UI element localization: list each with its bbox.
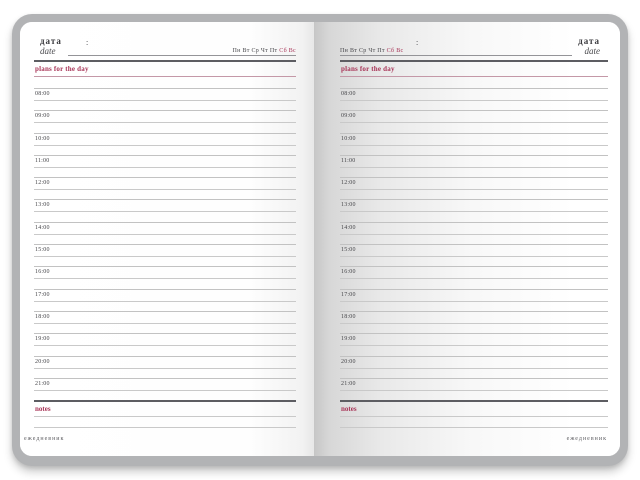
- ruled-line: [34, 189, 296, 190]
- hour-row: [34, 333, 296, 355]
- notes-section: [34, 400, 296, 452]
- hour-time-label: 13:00: [341, 202, 356, 209]
- date-separator: :: [86, 38, 89, 47]
- hour-time-label: 09:00: [341, 113, 356, 120]
- hour-time-label: 12:00: [35, 180, 50, 187]
- date-label-ru: дата: [40, 36, 62, 46]
- ruled-line: [34, 256, 296, 257]
- hour-row: [34, 222, 296, 244]
- hour-time-label: 17:00: [35, 291, 50, 298]
- hour-time-label: 19:00: [341, 336, 356, 343]
- hour-row: [340, 378, 608, 400]
- ruled-line: [340, 189, 608, 190]
- brand-footer: ежедневник: [24, 436, 65, 442]
- brand-footer: ежедневник: [566, 436, 607, 442]
- hour-time-label: 14:00: [35, 224, 50, 231]
- hour-time-label: 19:00: [35, 336, 50, 343]
- ruled-line: [340, 167, 608, 168]
- hour-time-label: 17:00: [341, 291, 356, 298]
- plans-label: plans for the day: [35, 65, 89, 73]
- hour-row: [340, 356, 608, 378]
- hour-row: [340, 289, 608, 311]
- ruled-line: [340, 323, 608, 324]
- hour-time-label: 15:00: [341, 247, 356, 254]
- right-page: [314, 22, 620, 456]
- ruled-line: [34, 122, 296, 123]
- hour-row: [34, 266, 296, 288]
- hour-row: [340, 155, 608, 177]
- notes-line: [340, 427, 608, 428]
- hour-row: [340, 311, 608, 333]
- hour-time-label: 10:00: [35, 135, 50, 142]
- hour-row: [34, 311, 296, 333]
- ruled-line: [34, 234, 296, 235]
- hours-grid: [340, 88, 608, 400]
- weekdays-weekend: Сб Вс: [279, 48, 296, 54]
- hours-grid: [34, 88, 296, 400]
- hour-time-label: 10:00: [341, 135, 356, 142]
- hour-time-label: 15:00: [35, 247, 50, 254]
- plans-underline: [34, 76, 296, 77]
- hour-time-label: 08:00: [341, 91, 356, 97]
- weekdays-workdays: Пн Вт Ср Чт Пт: [232, 48, 278, 54]
- hour-time-label: 13:00: [35, 202, 50, 209]
- hour-row: [340, 266, 608, 288]
- hour-row: [340, 199, 608, 221]
- ruled-line: [34, 167, 296, 168]
- ruled-line: [340, 211, 608, 212]
- notes-label: notes: [35, 405, 51, 413]
- hour-time-label: 12:00: [341, 180, 356, 187]
- hour-time-label: 21:00: [341, 380, 356, 387]
- ruled-line: [34, 278, 296, 279]
- hour-time-label: 18:00: [341, 313, 356, 320]
- ruled-line: [340, 234, 608, 235]
- hour-time-label: 18:00: [35, 313, 50, 320]
- hour-row: [34, 199, 296, 221]
- diary-open-pages: [20, 22, 620, 456]
- weekdays: [233, 48, 296, 54]
- date-line: [68, 55, 296, 56]
- hour-row: [34, 244, 296, 266]
- notes-line: [34, 427, 296, 428]
- hour-row: [34, 133, 296, 155]
- date-line: [340, 55, 572, 56]
- notes-line: [340, 416, 608, 417]
- hour-time-label: 09:00: [35, 113, 50, 120]
- hour-row: [340, 222, 608, 244]
- ruled-line: [34, 323, 296, 324]
- ruled-line: [34, 345, 296, 346]
- ruled-line: [340, 145, 608, 146]
- hour-row: [340, 88, 608, 110]
- hour-row: [34, 356, 296, 378]
- weekdays: [340, 48, 403, 54]
- date-separator: :: [416, 38, 419, 47]
- header-thick-rule: [34, 60, 296, 62]
- ruled-line: [34, 390, 296, 391]
- ruled-line: [340, 122, 608, 123]
- date-label-ru: дата: [578, 36, 600, 46]
- hour-time-label: 11:00: [341, 157, 356, 164]
- hour-row: [340, 244, 608, 266]
- notes-label: notes: [341, 405, 357, 413]
- hour-row: [340, 110, 608, 132]
- ruled-line: [340, 345, 608, 346]
- hour-row: [340, 133, 608, 155]
- weekdays-workdays: Пн Вт Ср Чт Пт: [340, 48, 385, 54]
- hour-row: [34, 378, 296, 400]
- hour-row: [340, 333, 608, 355]
- ruled-line: [34, 145, 296, 146]
- header-thick-rule: [340, 60, 608, 62]
- plans-underline: [340, 76, 608, 77]
- ruled-line: [340, 256, 608, 257]
- ruled-line: [34, 100, 296, 101]
- hour-row: [34, 289, 296, 311]
- ruled-line: [340, 368, 608, 369]
- ruled-line: [340, 278, 608, 279]
- weekdays-weekend: Сб Вс: [386, 48, 404, 54]
- date-label-en: date: [40, 46, 56, 56]
- hour-time-label: 08:00: [35, 91, 50, 97]
- hour-time-label: 16:00: [341, 269, 356, 276]
- ruled-line: [34, 211, 296, 212]
- hour-row: [34, 88, 296, 110]
- ruled-line: [34, 368, 296, 369]
- hour-time-label: 21:00: [35, 380, 50, 387]
- date-label-en: date: [584, 46, 600, 56]
- notes-section: [340, 400, 608, 452]
- left-page: [20, 22, 314, 456]
- ruled-line: [34, 301, 296, 302]
- hour-row: [34, 155, 296, 177]
- plans-label: plans for the day: [341, 65, 395, 73]
- ruled-line: [340, 301, 608, 302]
- hour-time-label: 11:00: [35, 157, 50, 164]
- hour-row: [34, 177, 296, 199]
- notes-line: [34, 416, 296, 417]
- ruled-line: [340, 100, 608, 101]
- hour-time-label: 20:00: [341, 358, 356, 365]
- hour-row: [34, 110, 296, 132]
- hour-time-label: 16:00: [35, 269, 50, 276]
- hour-time-label: 14:00: [341, 224, 356, 231]
- hour-time-label: 20:00: [35, 358, 50, 365]
- ruled-line: [340, 390, 608, 391]
- hour-row: [340, 177, 608, 199]
